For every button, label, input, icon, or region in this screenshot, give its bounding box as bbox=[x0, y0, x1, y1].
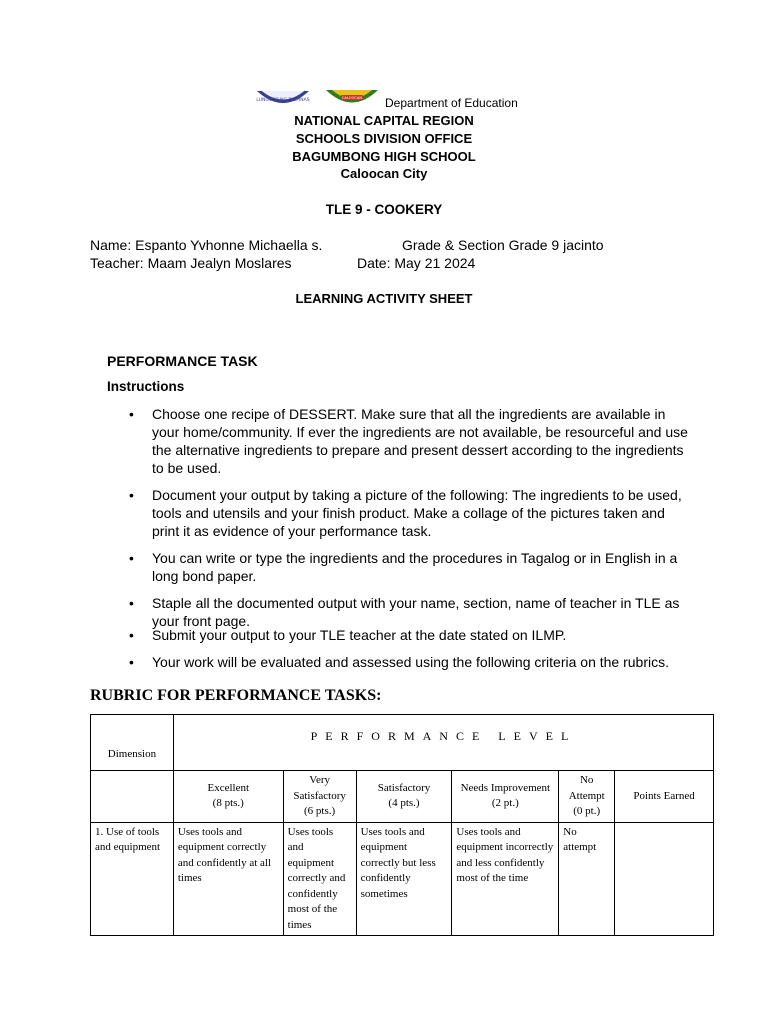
grade-section: Grade & Section Grade 9 jacinto bbox=[402, 237, 604, 253]
level-needs-improvement: Needs Improvement (2 pt.) bbox=[452, 771, 559, 823]
sheet-title: LEARNING ACTIVITY SHEET bbox=[295, 291, 473, 306]
excellent-cell: Uses tools and equipment correctly and confidently at all times bbox=[173, 822, 283, 936]
instruction-item: • Your work will be evaluated and assessed using the following criteria on the rubrics. bbox=[129, 654, 669, 670]
teacher-name: Teacher: Maam Jealyn Moslares bbox=[90, 255, 292, 271]
bullet-icon: • bbox=[129, 406, 134, 422]
bullet-icon: • bbox=[129, 595, 134, 611]
seal-left-text: LUNGSOD NG PILIPINAS bbox=[256, 98, 310, 103]
caloocan-seal-logo bbox=[325, 89, 379, 107]
instruction-item: • Document your output by taking a picture of the following: The ingredients to be used, tools and utensils and your finish product. Make a collage of the pictures taken and print it as evidence of your performance task. bbox=[129, 487, 682, 539]
points-cell bbox=[615, 822, 714, 936]
level-excellent: Excellent (8 pts.) bbox=[173, 771, 283, 823]
no-attempt-cell: No attempt bbox=[559, 822, 615, 936]
very-satisfactory-cell: Uses tools and equipment correctly and confidently most of the times bbox=[283, 822, 356, 936]
department-name: Department of Education bbox=[385, 96, 518, 110]
table-row bbox=[91, 822, 714, 936]
needs-improvement-cell: Uses tools and equipment incorrectly and less confidently most of the time bbox=[452, 822, 559, 936]
satisfactory-cell: Uses tools and equipment correctly but less confidently sometimes bbox=[356, 822, 452, 936]
instruction-item: • Choose one recipe of DESSERT. Make sure that all the ingredients are available in your home/community. If ever the ingredients are not available, be resourceful and use the alternative ingredients to prepare and present dessert according to the ingredients to be used. bbox=[129, 406, 688, 476]
instruction-item: • Staple all the documented output with your name, section, name of teacher in TLE as your front page. bbox=[129, 595, 680, 629]
dimension-cell: 1. Use of tools and equipment bbox=[91, 822, 174, 936]
bullet-icon: • bbox=[129, 627, 134, 643]
deped-seal-logo bbox=[255, 89, 311, 109]
student-name: Name: Espanto Yvhonne Michaella s. bbox=[90, 237, 323, 253]
division-name: SCHOOLS DIVISION OFFICE bbox=[295, 131, 473, 146]
bullet-icon: • bbox=[129, 654, 134, 670]
points-earned-header: Points Earned bbox=[615, 771, 714, 823]
instruction-item: • Submit your output to your TLE teacher at the date stated on ILMP. bbox=[129, 627, 567, 643]
rubric-table bbox=[90, 714, 714, 936]
level-no-attempt: No Attempt (0 pt.) bbox=[559, 771, 615, 823]
school-name: BAGUMBONG HIGH SCHOOL bbox=[292, 149, 476, 164]
instructions-label: Instructions bbox=[107, 379, 185, 394]
rubric-levels-row bbox=[91, 771, 714, 823]
dimension-header: Dimension bbox=[91, 715, 174, 771]
bullet-icon: • bbox=[129, 487, 134, 503]
task-heading: PERFORMANCE TASK bbox=[107, 353, 258, 369]
instructions-list bbox=[108, 405, 688, 680]
region-name: NATIONAL CAPITAL REGION bbox=[294, 113, 474, 128]
bullet-icon: • bbox=[129, 550, 134, 566]
subject-title: TLE 9 - COOKERY bbox=[325, 202, 443, 217]
instruction-item: • You can write or type the ingredients and the procedures in Tagalog or in English in a long bond paper. bbox=[129, 550, 678, 584]
seal-right-text: CALOOCAN bbox=[341, 96, 363, 100]
date: Date: May 21 2024 bbox=[357, 255, 476, 271]
level-very-satisfactory: Very Satisfactory (6 pts.) bbox=[283, 771, 356, 823]
level-satisfactory: Satisfactory (4 pts.) bbox=[356, 771, 452, 823]
rubric-header-row bbox=[91, 715, 714, 771]
rubric-title: RUBRIC FOR PERFORMANCE TASKS: bbox=[90, 687, 382, 704]
city-name: Caloocan City bbox=[340, 166, 428, 181]
performance-level-header: PERFORMANCE LEVEL bbox=[173, 715, 713, 771]
empty-cell bbox=[91, 771, 174, 823]
